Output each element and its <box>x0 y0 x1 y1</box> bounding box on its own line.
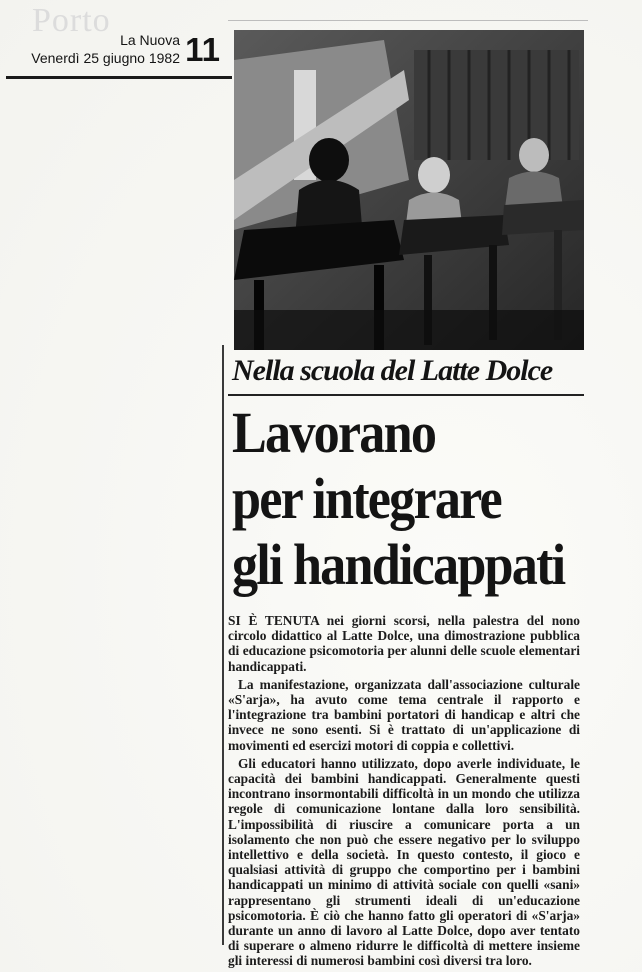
page-number: 11 <box>185 31 220 68</box>
headline-line: gli handicappati <box>232 532 565 597</box>
masthead-ghost: Porto <box>32 2 111 39</box>
article-body <box>228 613 580 972</box>
top-rule <box>228 20 588 21</box>
lead-words: SI È TENUTA <box>228 613 319 628</box>
classroom-photo-icon <box>234 30 584 350</box>
column-rule <box>222 345 224 945</box>
article-paragraph <box>228 613 580 674</box>
headline-line: per integrare <box>232 466 501 531</box>
kicker-rule <box>228 394 584 396</box>
article-headline <box>232 400 565 598</box>
article-kicker: Nella scuola del Latte Dolce <box>232 354 553 387</box>
article-paragraph: La manifestazione, organizzata dall'associazione culturale «S'arja», ha avuto come tema centrale il rapporto e l'integrazione tra bambini portatori di handicap e altri che invece ne sono esenti. Si è trattato di un'applicazione di movimenti ed esercizi motori di coppia e collettivi. <box>228 676 580 753</box>
page-header <box>12 32 232 80</box>
article-paragraph: Gli educatori hanno utilizzato, dopo averle individuate, le capacità dei bambini handicappati. Generalmente questi incontrano insormontabili difficoltà in un mondo che utilizza regole di comunicazione lontane dalla loro sensibilità. L'impossibilità di riuscire a comunicare porta a un isolamento che non può che essere negativo per lo sviluppo intellettivo e della società. In questo contesto, il gioco e qualsiasi attività di gruppo che comportino per i bambini handicappati un minimo di attività sociale con quelli «sani» rappresentano gli strumenti ideali di un'educazione psicomotoria. È ciò che hanno fatto gli operatori di «S'arja» durante un anno di lavoro al Latte Dolce, dopo aver tentato di superare o almeno ridurre le difficoltà di mettere insieme gli interessi di numerosi bambini così diversi tra loro. <box>228 755 580 969</box>
classroom-photo <box>234 30 584 350</box>
issue-date: Venerdì 25 giugno 1982 <box>31 50 180 66</box>
paragraph-text: nei giorni scorsi, nella palestra del nono circolo didattico al Latte Dolce, una dimostrazione pubblica di educazione psicomotoria per alunni delle scuole elementari handicappati. <box>228 613 580 674</box>
header-rule <box>6 76 232 79</box>
headline-line: Lavorano <box>232 400 436 465</box>
paper-name: La Nuova <box>120 32 180 48</box>
